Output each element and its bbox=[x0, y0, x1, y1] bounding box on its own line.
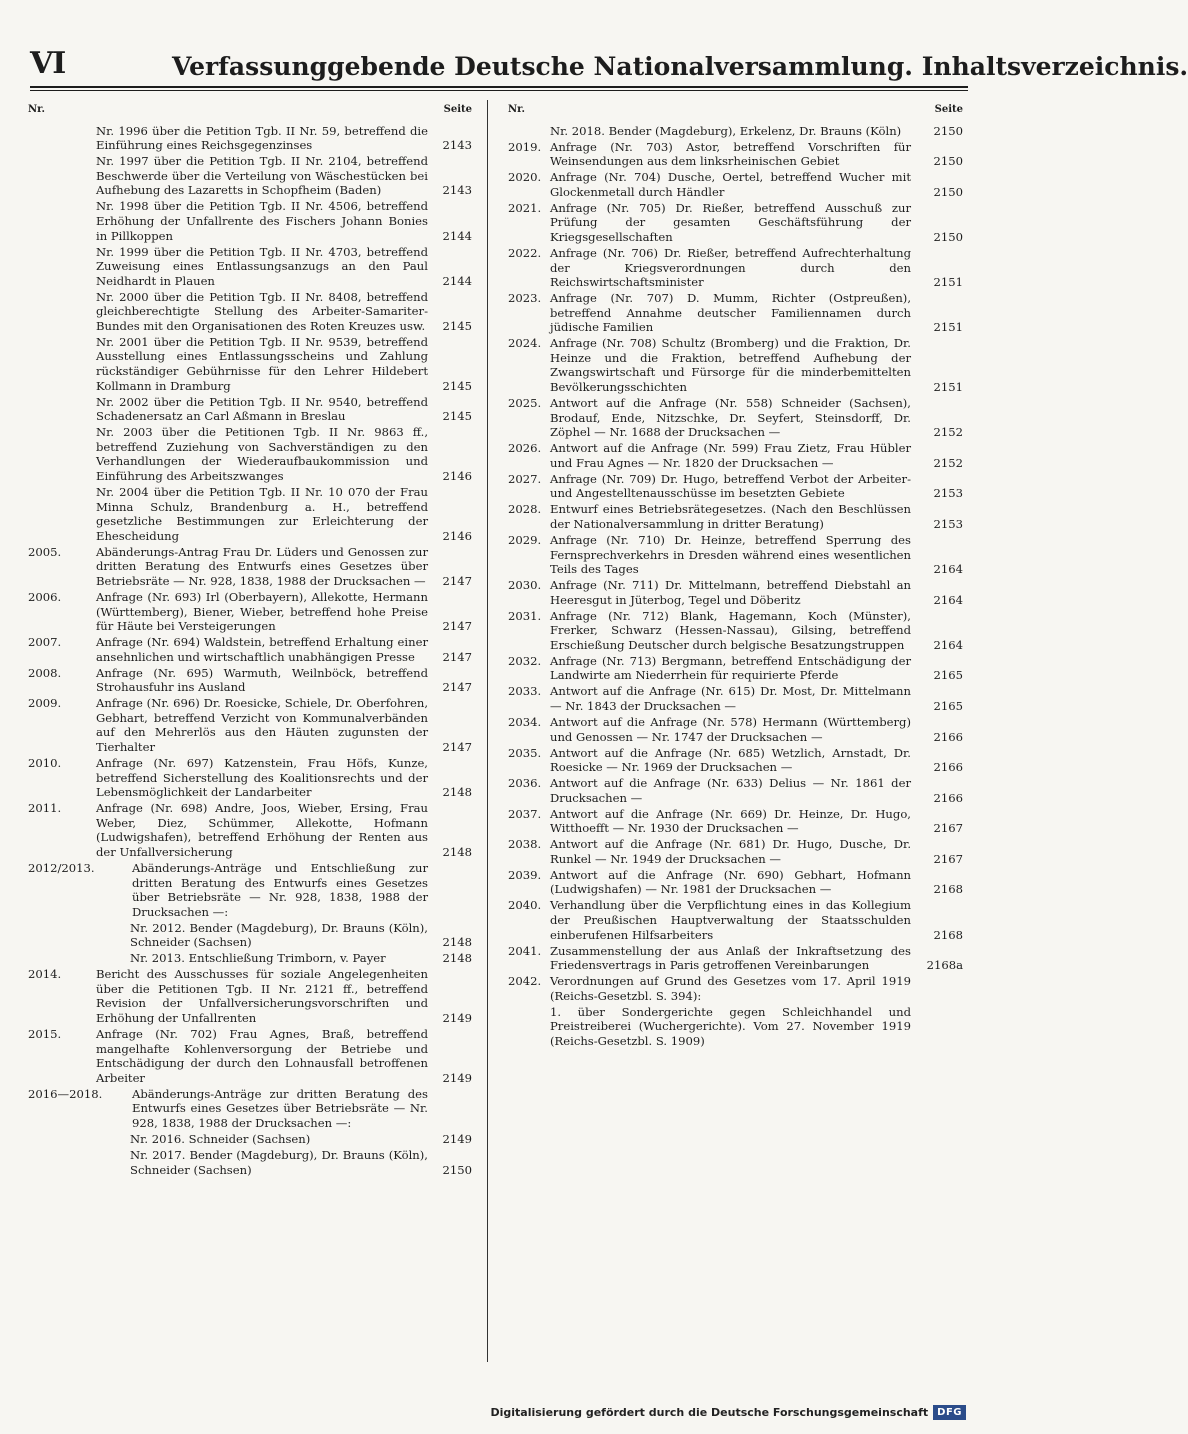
entry-text: Antwort auf die Anfrage (Nr. 690) Gebhart, Hofmann (Ludwigshafen) — Nr. 1981 der Drucksachen — bbox=[550, 867, 911, 897]
entry-number: 2023. bbox=[508, 291, 542, 306]
entry-text: Nr. 2003 über die Petitionen Tgb. II Nr. 9863 ff., betreffend Zuziehung von Sachverständigen zu den Verhandlungen der Wiederaufbaukommission und Einführung des Arbeitszwanges bbox=[96, 425, 428, 483]
entry-page: 2150 bbox=[933, 123, 963, 138]
entry-number: 2009. bbox=[28, 696, 62, 711]
toc-entry bbox=[508, 715, 963, 744]
toc-entry bbox=[508, 776, 963, 805]
entry-number: 2040. bbox=[508, 898, 542, 913]
running-title: Verfassunggebende Deutsche Nationalversammlung. Inhaltsverzeichnis. bbox=[172, 52, 1188, 81]
entry-page: 2150 bbox=[933, 184, 963, 199]
entry-number: 2035. bbox=[508, 745, 542, 760]
entry-number: 2041. bbox=[508, 943, 542, 958]
entry-number: 2005. bbox=[28, 544, 62, 559]
entry-number: 2027. bbox=[508, 471, 542, 486]
entry-number: 2012/2013. bbox=[28, 860, 95, 875]
entry-number: 2008. bbox=[28, 665, 62, 680]
entry-text: Abänderungs-Anträge zur dritten Beratung des Entwurfs eines Gesetzes über Betriebsräte — Nr. 928, 1838, 1988 der Drucksachen —: bbox=[132, 1086, 428, 1130]
entry-text: Anfrage (Nr. 698) Andre, Joos, Wieber, Ersing, Frau Weber, Diez, Schümmer, Allekotte, Hofmann (Ludwigshafen), betreffend Erhöhung der Renten aus der Unfallversicherung bbox=[96, 801, 428, 859]
toc-entry bbox=[508, 898, 963, 942]
toc-entry bbox=[508, 746, 963, 775]
toc-entry bbox=[28, 756, 472, 800]
toc-entry bbox=[508, 944, 963, 973]
entry-text: Anfrage (Nr. 694) Waldstein, betreffend Erhaltung einer ansehnlichen und wirtschaftlich unabhängigen Presse bbox=[96, 635, 428, 664]
toc-entry bbox=[28, 696, 472, 754]
entry-page: 2146 bbox=[442, 468, 472, 483]
toc-entry bbox=[508, 609, 963, 653]
entry-number: 2011. bbox=[28, 801, 62, 816]
entry-number: 2037. bbox=[508, 806, 542, 821]
entry-text: Anfrage (Nr. 696) Dr. Roesicke, Schiele, Dr. Oberfohren, Gebhart, betreffend Verzicht von Kommunalverbänden auf den Mehrerlös aus den Häuten zugunsten der Tierhalter bbox=[96, 696, 428, 755]
entry-page: 2150 bbox=[442, 1162, 472, 1177]
toc-entry bbox=[508, 396, 963, 440]
entry-page: 2145 bbox=[442, 409, 472, 424]
entry-text: Antwort auf die Anfrage (Nr. 615) Dr. Most, Dr. Mittelmann — Nr. 1843 der Drucksachen — bbox=[550, 684, 911, 714]
entry-text: Antwort auf die Anfrage (Nr. 558) Schneider (Sachsen), Brodauf, Ende, Nitzschke, Dr. Seyfert, Steinsdorff, Dr. Zöphel — Nr. 1688 der Drucksachen — bbox=[550, 396, 911, 440]
entry-text: Zusammenstellung der aus Anlaß der Inkraftsetzung des Friedensvertrags in Paris getroffenen Vereinbarungen bbox=[550, 943, 911, 973]
num-label: Nr. bbox=[508, 104, 525, 115]
toc-entry bbox=[28, 1132, 472, 1147]
toc-entry bbox=[508, 336, 963, 394]
entry-number: 2025. bbox=[508, 396, 542, 411]
toc-entry bbox=[28, 395, 472, 424]
entry-text: Anfrage (Nr. 713) Bergmann, betreffend Entschädigung der Landwirte am Niederrhein für requirierte Pferde bbox=[550, 653, 911, 683]
entry-page: 2151 bbox=[933, 320, 963, 335]
entry-page: 2164 bbox=[933, 592, 963, 607]
entry-number: 2032. bbox=[508, 653, 542, 668]
toc-entry bbox=[28, 951, 472, 966]
entry-text: Antwort auf die Anfrage (Nr. 578) Hermann (Württemberg) und Genossen — Nr. 1747 der Drucksachen — bbox=[550, 715, 911, 744]
entry-number: 2007. bbox=[28, 635, 62, 650]
entry-page: 2149 bbox=[442, 1011, 472, 1026]
toc-entry bbox=[508, 533, 963, 577]
entry-number: 2022. bbox=[508, 245, 542, 260]
entry-page: 2166 bbox=[933, 790, 963, 805]
entry-number: 2036. bbox=[508, 776, 542, 791]
toc-entry bbox=[508, 124, 963, 139]
entry-text: Nr. 1998 über die Petition Tgb. II Nr. 4506, betreffend Erhöhung der Unfallrente des Fischers Johann Bonies in Pillkoppen bbox=[96, 199, 428, 243]
entry-number: 2020. bbox=[508, 170, 542, 185]
entry-text: Verhandlung über die Verpflichtung eines in das Kollegium der Preußischen Hauptverwaltung der Staatsschulden einberufenen Hilfsarbeiters bbox=[550, 898, 911, 942]
entry-page: 2143 bbox=[442, 183, 472, 198]
entry-text: Anfrage (Nr. 695) Warmuth, Weilnböck, betreffend Strohausfuhr ins Ausland bbox=[96, 665, 428, 695]
header-rule bbox=[30, 86, 968, 88]
toc-entry bbox=[28, 635, 472, 664]
entry-page: 2151 bbox=[933, 275, 963, 290]
entry-page: 2165 bbox=[933, 668, 963, 683]
entry-page: 2147 bbox=[442, 680, 472, 695]
entry-number: 2028. bbox=[508, 502, 542, 517]
header-rule-thin bbox=[30, 90, 968, 91]
dfg-logo-icon: DFG bbox=[933, 1405, 966, 1420]
entry-page: 2145 bbox=[442, 318, 472, 333]
entry-text: Abänderungs-Anträge und Entschließung zur dritten Beratung des Entwurfs eines Gesetzes über Betriebsräte — Nr. 928, 1838, 1988 der Drucksachen —: bbox=[132, 860, 428, 919]
column-divider bbox=[487, 100, 488, 1362]
entry-text: Nr. 2001 über die Petition Tgb. II Nr. 9539, betreffend Ausstellung eines Entlassungsscheins und Zahlung rückständiger Gebührnisse für den Lehrer Hildebert Kollmann in Dramburg bbox=[96, 334, 428, 393]
entry-text: Anfrage (Nr. 697) Katzenstein, Frau Höfs, Kunze, betreffend Sicherstellung des Koalitionsrechts und der Lebensmöglichkeit der Landarbeiter bbox=[96, 756, 428, 800]
toc-entry bbox=[508, 1005, 963, 1049]
right-column bbox=[508, 103, 963, 1050]
toc-entry bbox=[28, 245, 472, 289]
toc-entry bbox=[28, 921, 472, 950]
entry-text: Entwurf eines Betriebsrätegesetzes. (Nach den Beschlüssen der Nationalversammlung in dritter Beratung) bbox=[550, 502, 911, 531]
entry-page: 2152 bbox=[933, 425, 963, 440]
left-column bbox=[28, 103, 472, 1179]
entry-page: 2153 bbox=[933, 486, 963, 501]
entry-number: 2031. bbox=[508, 608, 542, 623]
entry-text: Nr. 2016. Schneider (Sachsen) bbox=[130, 1131, 311, 1146]
entry-number: 2034. bbox=[508, 715, 542, 729]
toc-entry bbox=[508, 502, 963, 531]
entry-page: 2146 bbox=[442, 528, 472, 543]
toc-entry bbox=[28, 666, 472, 695]
toc-entry bbox=[508, 807, 963, 836]
entry-text: Anfrage (Nr. 704) Dusche, Oertel, betreffend Wucher mit Glockenmetall durch Händler bbox=[550, 170, 911, 199]
entry-text: Anfrage (Nr. 693) Irl (Oberbayern), Allekotte, Hermann (Württemberg), Biener, Wieber, betreffend hohe Preise für Häute bei Versteigerungen bbox=[96, 589, 428, 634]
footer bbox=[490, 1405, 966, 1420]
entry-text: Nr. 2013. Entschließung Trimborn, v. Payer bbox=[130, 951, 386, 966]
entry-text: Anfrage (Nr. 703) Astor, betreffend Vorschriften für Weinsendungen aus dem linksrheinischen Gebiet bbox=[550, 139, 911, 169]
entry-text: Anfrage (Nr. 709) Dr. Hugo, betreffend Verbot der Arbeiter- und Angestelltenausschüsse im besetzten Gebiete bbox=[550, 471, 911, 501]
num-label: Nr. bbox=[28, 104, 45, 115]
entry-text: Anfrage (Nr. 707) D. Mumm, Richter (Ostpreußen), betreffend Annahme deutscher Familiennamen durch jüdische Familien bbox=[550, 291, 911, 335]
entry-text: Verordnungen auf Grund des Gesetzes vom 17. April 1919 (Reichs-Gesetzbl. S. 394): bbox=[550, 974, 911, 1003]
toc-entry bbox=[28, 590, 472, 634]
entry-text: Antwort auf die Anfrage (Nr. 599) Frau Zietz, Frau Hübler und Frau Agnes — Nr. 1820 der Drucksachen — bbox=[550, 441, 911, 470]
entry-text: Nr. 2002 über die Petition Tgb. II Nr. 9540, betreffend Schadenersatz an Carl Aßmann in Breslau bbox=[96, 394, 428, 424]
entry-number: 2006. bbox=[28, 589, 62, 604]
toc-entry bbox=[508, 170, 963, 199]
toc-entry bbox=[508, 654, 963, 683]
entry-page: 2144 bbox=[442, 273, 472, 288]
entry-page: 2167 bbox=[933, 851, 963, 866]
entry-page: 2147 bbox=[442, 649, 472, 664]
entry-text: Nr. 2012. Bender (Magdeburg), Dr. Brauns (Köln), Schneider (Sachsen) bbox=[130, 920, 428, 950]
entry-text: Abänderungs-Antrag Frau Dr. Lüders und Genossen zur dritten Beratung des Entwurfs eines Gesetzes über Betriebsräte — Nr. 928, 1838, 1988 der Drucksachen — bbox=[96, 544, 428, 588]
entry-text: Bericht des Ausschusses für soziale Angelegenheiten über die Petitionen Tgb. II Nr. 2121 ff., betreffend Revision der Unfallversicherungsvorschriften und Erhöhung der Unfallrenten bbox=[96, 967, 428, 1026]
toc-entry bbox=[508, 868, 963, 897]
entry-number: 2039. bbox=[508, 867, 542, 882]
entry-number: 2010. bbox=[28, 756, 62, 770]
entry-page: 2149 bbox=[442, 1070, 472, 1085]
page-number: VI bbox=[30, 46, 66, 81]
entry-page: 2148 bbox=[442, 935, 472, 950]
entry-page: 2168 bbox=[933, 927, 963, 942]
entry-text: Anfrage (Nr. 712) Blank, Hagemann, Koch (Münster), Frerker, Schwarz (Hessen-Nassau), Gilsing, betreffend Erschießung Deutscher durch belgische Besatzungstruppen bbox=[550, 608, 911, 652]
entry-text: Antwort auf die Anfrage (Nr. 633) Delius — Nr. 1861 der Drucksachen — bbox=[550, 776, 911, 805]
entry-number: 2029. bbox=[508, 532, 542, 547]
entry-text: Nr. 1997 über die Petition Tgb. II Nr. 2104, betreffend Beschwerde über die Verteilung von Wäschestücken bei Aufhebung des Lazaretts in Schopfheim (Baden) bbox=[96, 154, 428, 198]
toc-entry bbox=[508, 974, 963, 1003]
toc-entry bbox=[508, 291, 963, 335]
entry-page: 2147 bbox=[442, 573, 472, 588]
entry-number: 2024. bbox=[508, 336, 542, 351]
entry-page: 2168 bbox=[933, 882, 963, 897]
entry-page: 2166 bbox=[933, 729, 963, 744]
entry-number: 2038. bbox=[508, 837, 542, 852]
entry-page: 2164 bbox=[933, 637, 963, 652]
entry-text: Nr. 1999 über die Petition Tgb. II Nr. 4703, betreffend Zuweisung eines Entlassungsanzugs an den Paul Neidhardt in Plauen bbox=[96, 244, 428, 288]
entry-page: 2148 bbox=[442, 844, 472, 859]
entry-number: 2026. bbox=[508, 441, 542, 456]
entry-page: 2144 bbox=[442, 228, 472, 243]
toc-entry bbox=[28, 545, 472, 589]
entry-page: 2153 bbox=[933, 516, 963, 531]
toc-entry bbox=[28, 1027, 472, 1085]
toc-entry bbox=[28, 199, 472, 243]
toc-entry bbox=[28, 124, 472, 153]
toc-entry bbox=[28, 290, 472, 334]
entry-text: Anfrage (Nr. 711) Dr. Mittelmann, betreffend Diebstahl an Heeresgut in Jüterbog, Tegel und Döberitz bbox=[550, 578, 911, 607]
toc-entry bbox=[508, 684, 963, 713]
toc-entry bbox=[28, 1148, 472, 1177]
entry-text: Anfrage (Nr. 702) Frau Agnes, Braß, betreffend mangelhafte Kohlenversorgung der Betriebe und Entschädigung der durch den Lohnausfall betroffenen Arbeiter bbox=[96, 1027, 428, 1085]
entry-text: 1. über Sondergerichte gegen Schleichhandel und Preistreiberei (Wuchergerichte). Vom 27. November 1919 (Reichs-Gesetzbl. S. 1909) bbox=[550, 1004, 911, 1048]
footer-credit: Digitalisierung gefördert durch die Deutsche Forschungsgemeinschaft bbox=[490, 1406, 929, 1419]
toc-entry bbox=[508, 441, 963, 470]
entry-page: 2150 bbox=[933, 229, 963, 244]
entry-number: 2016—2018. bbox=[28, 1086, 103, 1101]
entry-number: 2033. bbox=[508, 684, 542, 699]
page-label: Seite bbox=[934, 104, 963, 115]
entry-text: Anfrage (Nr. 708) Schultz (Bromberg) und die Fraktion, Dr. Heinze und die Fraktion, betreffend Aufhebung der Zwangswirtschaft und Fürsorge für die minderbemittelten Bevölkerungsschichten bbox=[550, 336, 911, 395]
entry-page: 2143 bbox=[442, 138, 472, 153]
entry-number: 2021. bbox=[508, 200, 542, 215]
entry-page: 2152 bbox=[933, 455, 963, 470]
entry-text: Nr. 2018. Bender (Magdeburg), Erkelenz, Dr. Brauns (Köln) bbox=[550, 123, 902, 138]
entry-page: 2164 bbox=[933, 562, 963, 577]
toc-entry bbox=[28, 425, 472, 483]
toc-entry bbox=[28, 801, 472, 859]
toc-entry bbox=[28, 335, 472, 393]
toc-entry bbox=[508, 201, 963, 245]
toc-entry bbox=[508, 578, 963, 607]
toc-entry bbox=[508, 246, 963, 290]
entry-number: 2042. bbox=[508, 974, 542, 989]
entry-text: Antwort auf die Anfrage (Nr. 681) Dr. Hugo, Dusche, Dr. Runkel — Nr. 1949 der Drucksachen — bbox=[550, 837, 911, 866]
entry-text: Antwort auf die Anfrage (Nr. 685) Wetzlich, Arnstadt, Dr. Roesicke — Nr. 1969 der Drucksachen — bbox=[550, 745, 911, 775]
page-label: Seite bbox=[443, 104, 472, 115]
entry-text: Nr. 2017. Bender (Magdeburg), Dr. Brauns (Köln), Schneider (Sachsen) bbox=[130, 1147, 428, 1177]
toc-entry bbox=[508, 472, 963, 501]
entry-text: Antwort auf die Anfrage (Nr. 669) Dr. Heinze, Dr. Hugo, Witthoefft — Nr. 1930 der Drucksachen — bbox=[550, 806, 911, 836]
toc-entry bbox=[28, 1087, 472, 1131]
toc-entry bbox=[508, 837, 963, 866]
entry-page: 2148 bbox=[442, 951, 472, 966]
entry-text: Anfrage (Nr. 706) Dr. Rießer, betreffend Aufrechterhaltung der Kriegsverordnungen durch den Reichswirtschaftsminister bbox=[550, 245, 911, 290]
entry-text: Nr. 2004 über die Petition Tgb. II Nr. 10 070 der Frau Minna Schulz, Brandenburg a. H., betreffend gesetzliche Bestimmungen zur Erleichterung der Ehescheidung bbox=[96, 484, 428, 543]
entry-page: 2151 bbox=[933, 380, 963, 395]
left-column-header bbox=[28, 103, 472, 118]
entry-page: 2147 bbox=[442, 619, 472, 634]
entry-text: Nr. 2000 über die Petition Tgb. II Nr. 8408, betreffend gleichberechtigte Stellung des Arbeiter-Samariter-Bundes mit den Organisationen des Roten Kreuzes usw. bbox=[96, 289, 428, 333]
entry-number: 2030. bbox=[508, 578, 542, 593]
toc-entry bbox=[28, 154, 472, 198]
entry-number: 2019. bbox=[508, 139, 542, 154]
entry-page: 2150 bbox=[933, 154, 963, 169]
entry-page: 2145 bbox=[442, 378, 472, 393]
toc-entry bbox=[508, 140, 963, 169]
entry-text: Nr. 1996 über die Petition Tgb. II Nr. 59, betreffend die Einführung eines Reichsgegenzinses bbox=[96, 123, 428, 153]
entry-page: 2165 bbox=[933, 699, 963, 714]
right-column-header bbox=[508, 103, 963, 118]
entry-page: 2147 bbox=[442, 740, 472, 755]
entry-text: Anfrage (Nr. 710) Dr. Heinze, betreffend Sperrung des Fernsprechverkehrs in Dresden während eines wesentlichen Teils des Tages bbox=[550, 532, 911, 577]
entry-number: 2015. bbox=[28, 1027, 62, 1042]
toc-entry bbox=[28, 967, 472, 1025]
entry-text: Anfrage (Nr. 705) Dr. Rießer, betreffend Ausschuß zur Prüfung der gesamten Geschäftsführung der Kriegsgesellschaften bbox=[550, 200, 911, 244]
toc-entry bbox=[28, 485, 472, 543]
toc-entry bbox=[28, 861, 472, 919]
entry-page: 2166 bbox=[933, 760, 963, 775]
entry-page: 2167 bbox=[933, 821, 963, 836]
entry-page: 2149 bbox=[442, 1131, 472, 1146]
entry-page: 2148 bbox=[442, 785, 472, 800]
entry-page: 2168a bbox=[926, 958, 963, 973]
entry-number: 2014. bbox=[28, 967, 62, 982]
